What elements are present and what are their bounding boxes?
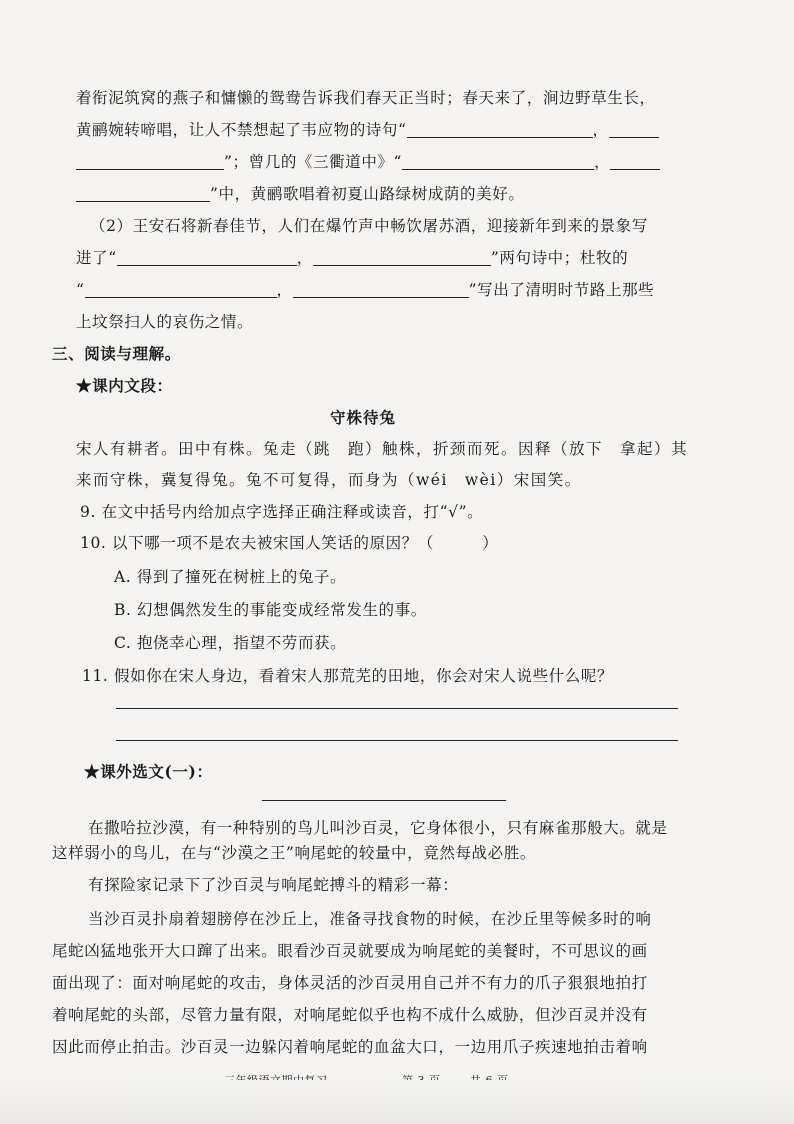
answer-blank[interactable] [76, 153, 224, 170]
question-2-line-1: （2）王安石将新春佳节，人们在爆竹声中畅饮屠苏酒，迎接新年到来的景象写 [90, 217, 648, 235]
question-10: 10. 以下哪一项不是农夫被宋国人笑话的原因？（ ） [80, 534, 499, 552]
question-2-line-4: 上坟祭扫人的哀伤之情。 [76, 313, 254, 331]
question-11: 11. 假如你在宋人身边，看着宋人那荒芜的田地，你会对宋人说些什么呢？ [82, 667, 614, 685]
outside-passage-line: 尾蛇凶猛地张开大口蹿了出来。眼看沙百灵就要成为响尾蛇的美餐时，不可思议的画 [52, 942, 648, 960]
poem-line-3: ”；曾几的《三衢道中》“ ， [76, 150, 660, 172]
outside-passage-line: 这样弱小的鸟儿，在与“沙漠之王”响尾蛇的较量中，竟然每战必胜。 [52, 844, 536, 862]
passage-line-2: 来而守株，冀复得兔。兔不可复得，而身为（wéi wèi）宋国笑。 [76, 471, 582, 489]
answer-blank[interactable] [609, 121, 659, 138]
answer-line[interactable] [116, 740, 678, 741]
poem-line-2: 黄鹂婉转啼唱，让人不禁想起了韦应物的诗句“ ， [76, 118, 659, 140]
option-b[interactable]: B. 幻想偶然发生的事能变成经常发生的事。 [114, 601, 427, 619]
extra-passage-heading: ★课外选文(一)： [84, 762, 213, 781]
outside-passage-line: 因此而停止拍击。沙百灵一边躲闪着响尾蛇的血盆大口，一边用爪子疾速地拍击着响 [52, 1038, 648, 1056]
passage-line-1: 宋人有耕者。田中有株。兔走（跳 跑）触株，折颈而死。因释（放下 拿起）其 [76, 440, 689, 458]
answer-blank[interactable] [76, 185, 210, 202]
section-3-heading: 三、阅读与理解。 [52, 344, 181, 363]
outside-passage-line: 当沙百灵扑扇着翅膀停在沙丘上，准备寻找食物的时候，在沙丘里等候多时的响 [88, 910, 652, 928]
answer-blank[interactable] [407, 121, 593, 138]
answer-line[interactable] [116, 708, 678, 709]
option-a[interactable]: A. 得到了撞死在树桩上的兔子。 [114, 568, 347, 586]
question-2-line-3: “ ， ”写出了清明时节路上那些 [76, 281, 655, 299]
answer-blank[interactable] [610, 153, 660, 170]
in-class-passage-heading: ★课内文段： [76, 376, 173, 395]
outside-passage-line: 在撒哈拉沙漠，有一种特别的鸟儿叫沙百灵，它身体很小，只有麻雀那般大。就是 [88, 819, 668, 837]
outside-passage-line: 着响尾蛇的头部，尽管力量有限，对响尾蛇似乎也构不成什么威胁，但沙百灵并没有 [52, 1006, 648, 1024]
answer-blank[interactable] [117, 249, 297, 266]
answer-blank[interactable] [313, 249, 491, 266]
answer-blank[interactable] [85, 281, 277, 298]
answer-blank[interactable] [293, 281, 469, 298]
passage-title-blank[interactable] [262, 800, 506, 801]
page-bottom-shadow [0, 1080, 794, 1124]
question-9: 9. 在文中括号内给加点字选择正确注释或读音，打“√”。 [80, 503, 484, 521]
option-c[interactable]: C. 抱侥幸心理，指望不劳而获。 [114, 634, 347, 652]
question-2-line-2: 进了“ ， ”两句诗中；杜牧的 [76, 249, 629, 267]
answer-blank[interactable] [402, 153, 594, 170]
passage-title: 守株待兔 [330, 408, 397, 427]
poem-line-1: 着衔泥筑窝的燕子和慵懒的鸳鸯告诉我们春天正当时；春天来了，涧边野草生长， [76, 89, 656, 107]
outside-passage-line: 面出现了：面对响尾蛇的攻击，身体灵活的沙百灵用自己并不有力的爪子狠狠地拍打 [52, 974, 648, 992]
poem-line-4: ”中，黄鹂歌唱着初夏山路绿树成荫的美好。 [76, 182, 524, 204]
outside-passage-line: 有探险家记录下了沙百灵与响尾蛇搏斗的精彩一幕： [88, 876, 459, 894]
